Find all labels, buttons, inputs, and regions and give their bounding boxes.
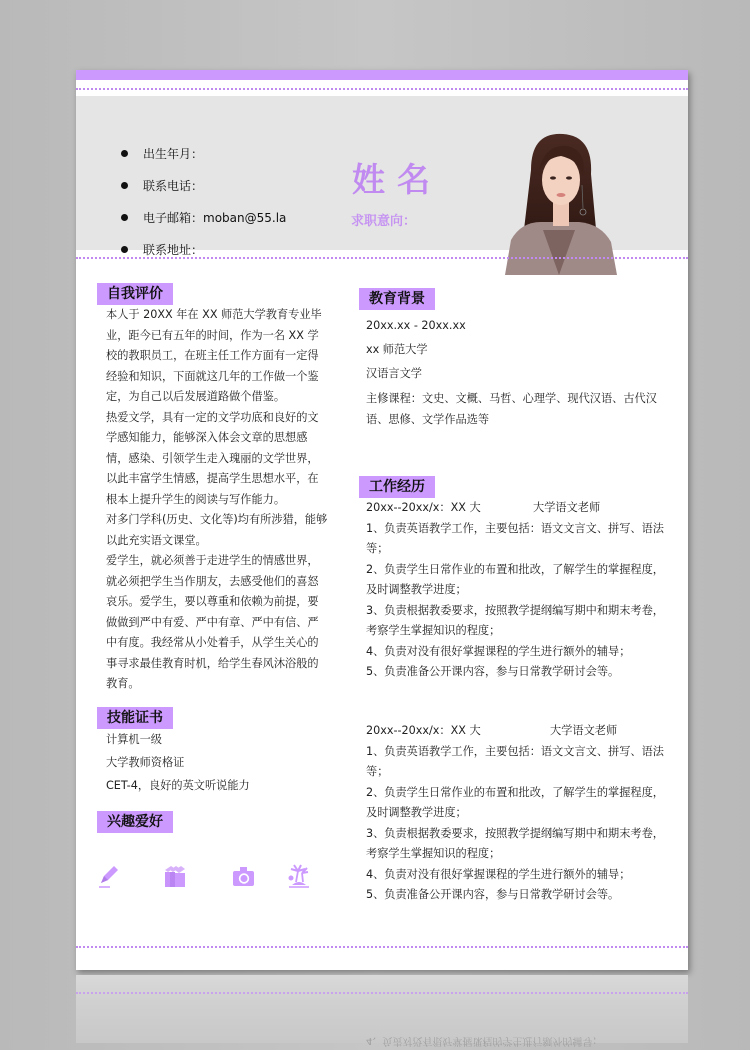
contact-birth: 出生年月： bbox=[121, 138, 286, 170]
job-duty: 1、负责英语教学工作，主要包括：语文文言文、拼写、语法等； bbox=[366, 744, 664, 778]
pencil-icon bbox=[96, 863, 122, 889]
job-duty: 3、负责根据教委要求，按照教学提纲编写期中和期末考卷，考察学生掌握知识的程度； bbox=[366, 603, 664, 637]
contact-email: 电子邮箱：moban@55.la bbox=[121, 202, 286, 234]
work-entry bbox=[366, 721, 671, 906]
dotted-divider bbox=[76, 88, 688, 90]
skill-item: 计算机一级 bbox=[106, 733, 162, 746]
contact-phone: 联系电话： bbox=[121, 170, 286, 202]
job-duty: 2、负责学生日常作业的布置和批改，了解学生的掌握程度，及时调整教学进度； bbox=[366, 562, 664, 596]
contact-address: 联系地址： bbox=[121, 234, 286, 266]
education-details bbox=[366, 314, 676, 430]
section-title-education: 教育背景 bbox=[359, 288, 435, 310]
job-duty: 2、负责学生日常作业的布置和批改，了解学生的掌握程度，及时调整教学进度； bbox=[366, 785, 664, 819]
page-reflection bbox=[76, 975, 688, 1046]
books-icon bbox=[162, 863, 188, 889]
job-period: 20xx--20xx/x：XX 大 bbox=[366, 724, 481, 737]
job-duty: 5、负责准备公开课内容，参与日常教学研讨会等。 bbox=[366, 888, 620, 901]
education-major: 汉语言文学 bbox=[366, 367, 422, 380]
bullet-icon bbox=[121, 150, 128, 157]
job-intent: 求职意向： bbox=[351, 214, 417, 229]
skill-item: 大学教师资格证 bbox=[106, 756, 185, 769]
reflection-text: 4、负责对没有很好掌握课程的学生进行额外的辅导； bbox=[366, 1035, 603, 1046]
job-role: 大学语文老师 bbox=[550, 724, 618, 737]
job-duty: 1、负责英语教学工作，主要包括：语文文言文、拼写、语法等； bbox=[366, 521, 664, 555]
job-role: 大学语文老师 bbox=[533, 501, 601, 514]
section-title-self-eval: 自我评价 bbox=[97, 283, 173, 305]
dotted-divider bbox=[76, 946, 688, 948]
education-period: 20xx.xx - 20xx.xx bbox=[366, 319, 466, 332]
section-title-work: 工作经历 bbox=[359, 476, 435, 498]
self-eval-paragraph: 热爱文学，具有一定的文学功底和良好的文学感知能力，能够深入体会文章的思想感情，感染、引领学生走入瑰丽的文学世界，以此丰富学生情感，提高学生思想水平，在根本上提升学生的阅读与写作能力。 bbox=[106, 410, 319, 506]
education-courses: 主修课程：文史、文概、马哲、心理学、现代汉语、古代汉语、思修、文学作品选等 bbox=[366, 392, 657, 426]
camera-icon bbox=[230, 863, 256, 889]
bullet-icon bbox=[121, 214, 128, 221]
job-duty: 5、负责准备公开课内容，参与日常教学研讨会等。 bbox=[366, 665, 620, 678]
job-header bbox=[366, 498, 671, 519]
candidate-name: 姓名 bbox=[352, 160, 442, 199]
resume-page bbox=[76, 70, 688, 970]
job-duty: 3、负责根据教委要求，按照教学提纲编写期中和期末考卷，考察学生掌握知识的程度； bbox=[366, 826, 664, 860]
skills-list bbox=[106, 728, 328, 797]
bullet-icon bbox=[121, 246, 128, 253]
contact-list bbox=[121, 138, 286, 266]
job-period: 20xx--20xx/x：XX 大 bbox=[366, 501, 481, 514]
work-entry bbox=[366, 498, 671, 683]
dotted-divider bbox=[76, 992, 688, 994]
top-accent-bar bbox=[76, 70, 688, 80]
job-duty: 4、负责对没有很好掌握课程的学生进行额外的辅导； bbox=[366, 867, 631, 881]
dotted-divider bbox=[76, 257, 688, 259]
education-school: xx 师范大学 bbox=[366, 343, 428, 356]
palm-tree-icon bbox=[286, 863, 312, 889]
job-duty: 4、负责对没有很好掌握课程的学生进行额外的辅导； bbox=[366, 644, 631, 658]
section-title-skills: 技能证书 bbox=[97, 707, 173, 729]
job-header bbox=[366, 721, 671, 742]
self-eval-paragraph: 爱学生，就必须善于走进学生的情感世界，就必须把学生当作朋友，去感受他们的喜怒哀乐。爱学生，要以尊重和依赖为前提，要做做到严中有爱、严中有章、严中有信、严中有度。我经常从小处着手，从学生关心的事寻求最佳教育时机，给学生春风沐浴般的教育。 bbox=[106, 554, 319, 690]
section-title-hobbies: 兴趣爱好 bbox=[97, 811, 173, 833]
header-band bbox=[76, 96, 688, 257]
self-eval-text bbox=[106, 305, 328, 695]
self-eval-paragraph: 对多门学科(历史、文化等)均有所涉猎，能够以此充实语文课堂。 bbox=[106, 513, 328, 547]
bullet-icon bbox=[121, 182, 128, 189]
skill-item: CET-4，良好的英文听说能力 bbox=[106, 779, 250, 792]
self-eval-paragraph: 本人于 20XX 年在 XX 师范大学教育专业毕业，距今已有五年的时间，作为一名 XX 学校的教职员工，在班主任工作方面有一定得经验和知识，下面就这几年的工作做一个鉴定，为自己以后发展道路做个借鉴。 bbox=[106, 308, 322, 403]
profile-photo bbox=[501, 130, 619, 275]
